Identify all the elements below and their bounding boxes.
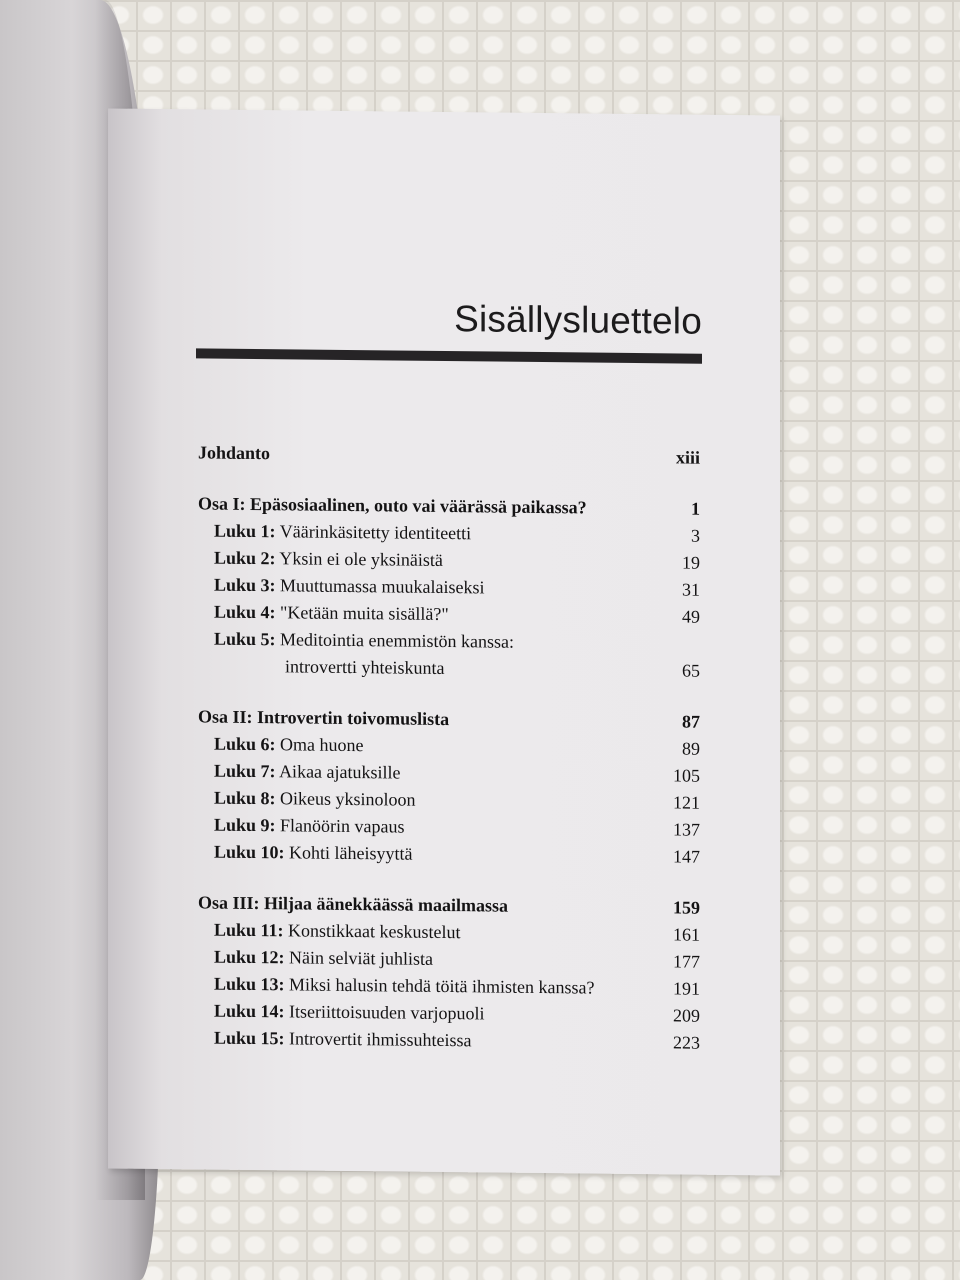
chapter-number: Luku 1:	[214, 520, 276, 542]
chapter-page: 31	[682, 579, 700, 600]
chapter-number: Luku 3:	[214, 574, 276, 596]
toc-chapter-10	[198, 838, 700, 870]
chapter-number: Luku 2:	[214, 547, 276, 569]
chapter-title: "Ketään muita sisällä?"	[280, 602, 449, 625]
chapter-number: Luku 8:	[214, 787, 276, 809]
chapter-title: Konstikkaat keskustelut	[288, 920, 461, 943]
chapter-title: Väärinkäsitetty identiteetti	[279, 521, 472, 544]
book-page	[108, 108, 780, 1175]
chapter-title: Miksi halusin tehdä töitä ihmisten kanssa?	[289, 974, 595, 998]
chapter-page: 19	[682, 552, 700, 573]
chapter-number: Luku 14:	[214, 1000, 285, 1022]
chapter-number: Luku 15:	[214, 1027, 285, 1049]
chapter-number: Luku 9:	[214, 814, 276, 836]
toc-intro-page: xiii	[675, 447, 700, 468]
toc-part-page: 159	[673, 897, 700, 918]
chapter-title: Flanöörin vapaus	[280, 815, 405, 837]
chapter-page: 65	[682, 660, 700, 681]
title-rule	[196, 348, 702, 363]
toc-part-label: Osa I: Epäsosiaalinen, outo vai väärässä paikassa?	[198, 493, 587, 518]
chapter-page: 3	[691, 525, 700, 546]
chapter-title-continued: introvertti yhteiskunta	[285, 656, 445, 679]
chapter-page: 121	[673, 792, 700, 813]
chapter-page: 105	[673, 765, 700, 786]
chapter-number: Luku 5:	[214, 628, 276, 650]
chapter-page: 223	[673, 1032, 700, 1053]
chapter-page: 89	[682, 738, 700, 759]
toc-part-page: 87	[682, 711, 700, 732]
chapter-title: Yksin ei ole yksinäistä	[279, 548, 443, 570]
chapter-title: Itseriittoisuuden varjopuoli	[289, 1001, 485, 1024]
chapter-page: 209	[673, 1005, 700, 1026]
chapter-title: Introvertit ihmissuhteissa	[289, 1028, 472, 1051]
chapter-number: Luku 6:	[214, 733, 276, 755]
chapter-page: 191	[673, 978, 700, 999]
table-of-contents	[198, 439, 700, 1056]
chapter-number: Luku 10:	[214, 841, 285, 863]
toc-part-label: Osa II: Introvertin toivomuslista	[198, 706, 450, 730]
chapter-number: Luku 7:	[214, 760, 276, 782]
page-content	[108, 108, 780, 1175]
chapter-title: Meditointia enemmistön kanssa:	[280, 629, 515, 652]
chapter-page: 49	[682, 606, 700, 627]
chapter-number: Luku 12:	[214, 946, 285, 968]
chapter-title: Aikaa ajatuksille	[279, 761, 401, 783]
chapter-title: Muuttumassa muukalaiseksi	[280, 575, 485, 598]
chapter-page: 161	[673, 924, 700, 945]
chapter-title: Oikeus yksinoloon	[280, 788, 416, 810]
chapter-page: 177	[673, 951, 700, 972]
chapter-title: Näin selviät juhlista	[289, 947, 434, 969]
toc-intro-label: Johdanto	[198, 442, 271, 464]
toc-chapter-15	[198, 1024, 700, 1056]
toc-part-label: Osa III: Hiljaa äänekkäässä maailmassa	[198, 892, 509, 916]
chapter-title: Kohti läheisyyttä	[289, 842, 413, 864]
chapter-number: Luku 11:	[214, 919, 284, 941]
chapter-number: Luku 4:	[214, 601, 276, 623]
toc-part-page: 1	[691, 498, 700, 519]
toc-chapter-5	[198, 625, 700, 657]
chapter-page: 147	[673, 846, 700, 867]
page-title: Sisällysluettelo	[454, 298, 702, 342]
chapter-page: 137	[673, 819, 700, 840]
chapter-number: Luku 13:	[214, 973, 285, 995]
chapter-title: Oma huone	[280, 734, 364, 756]
